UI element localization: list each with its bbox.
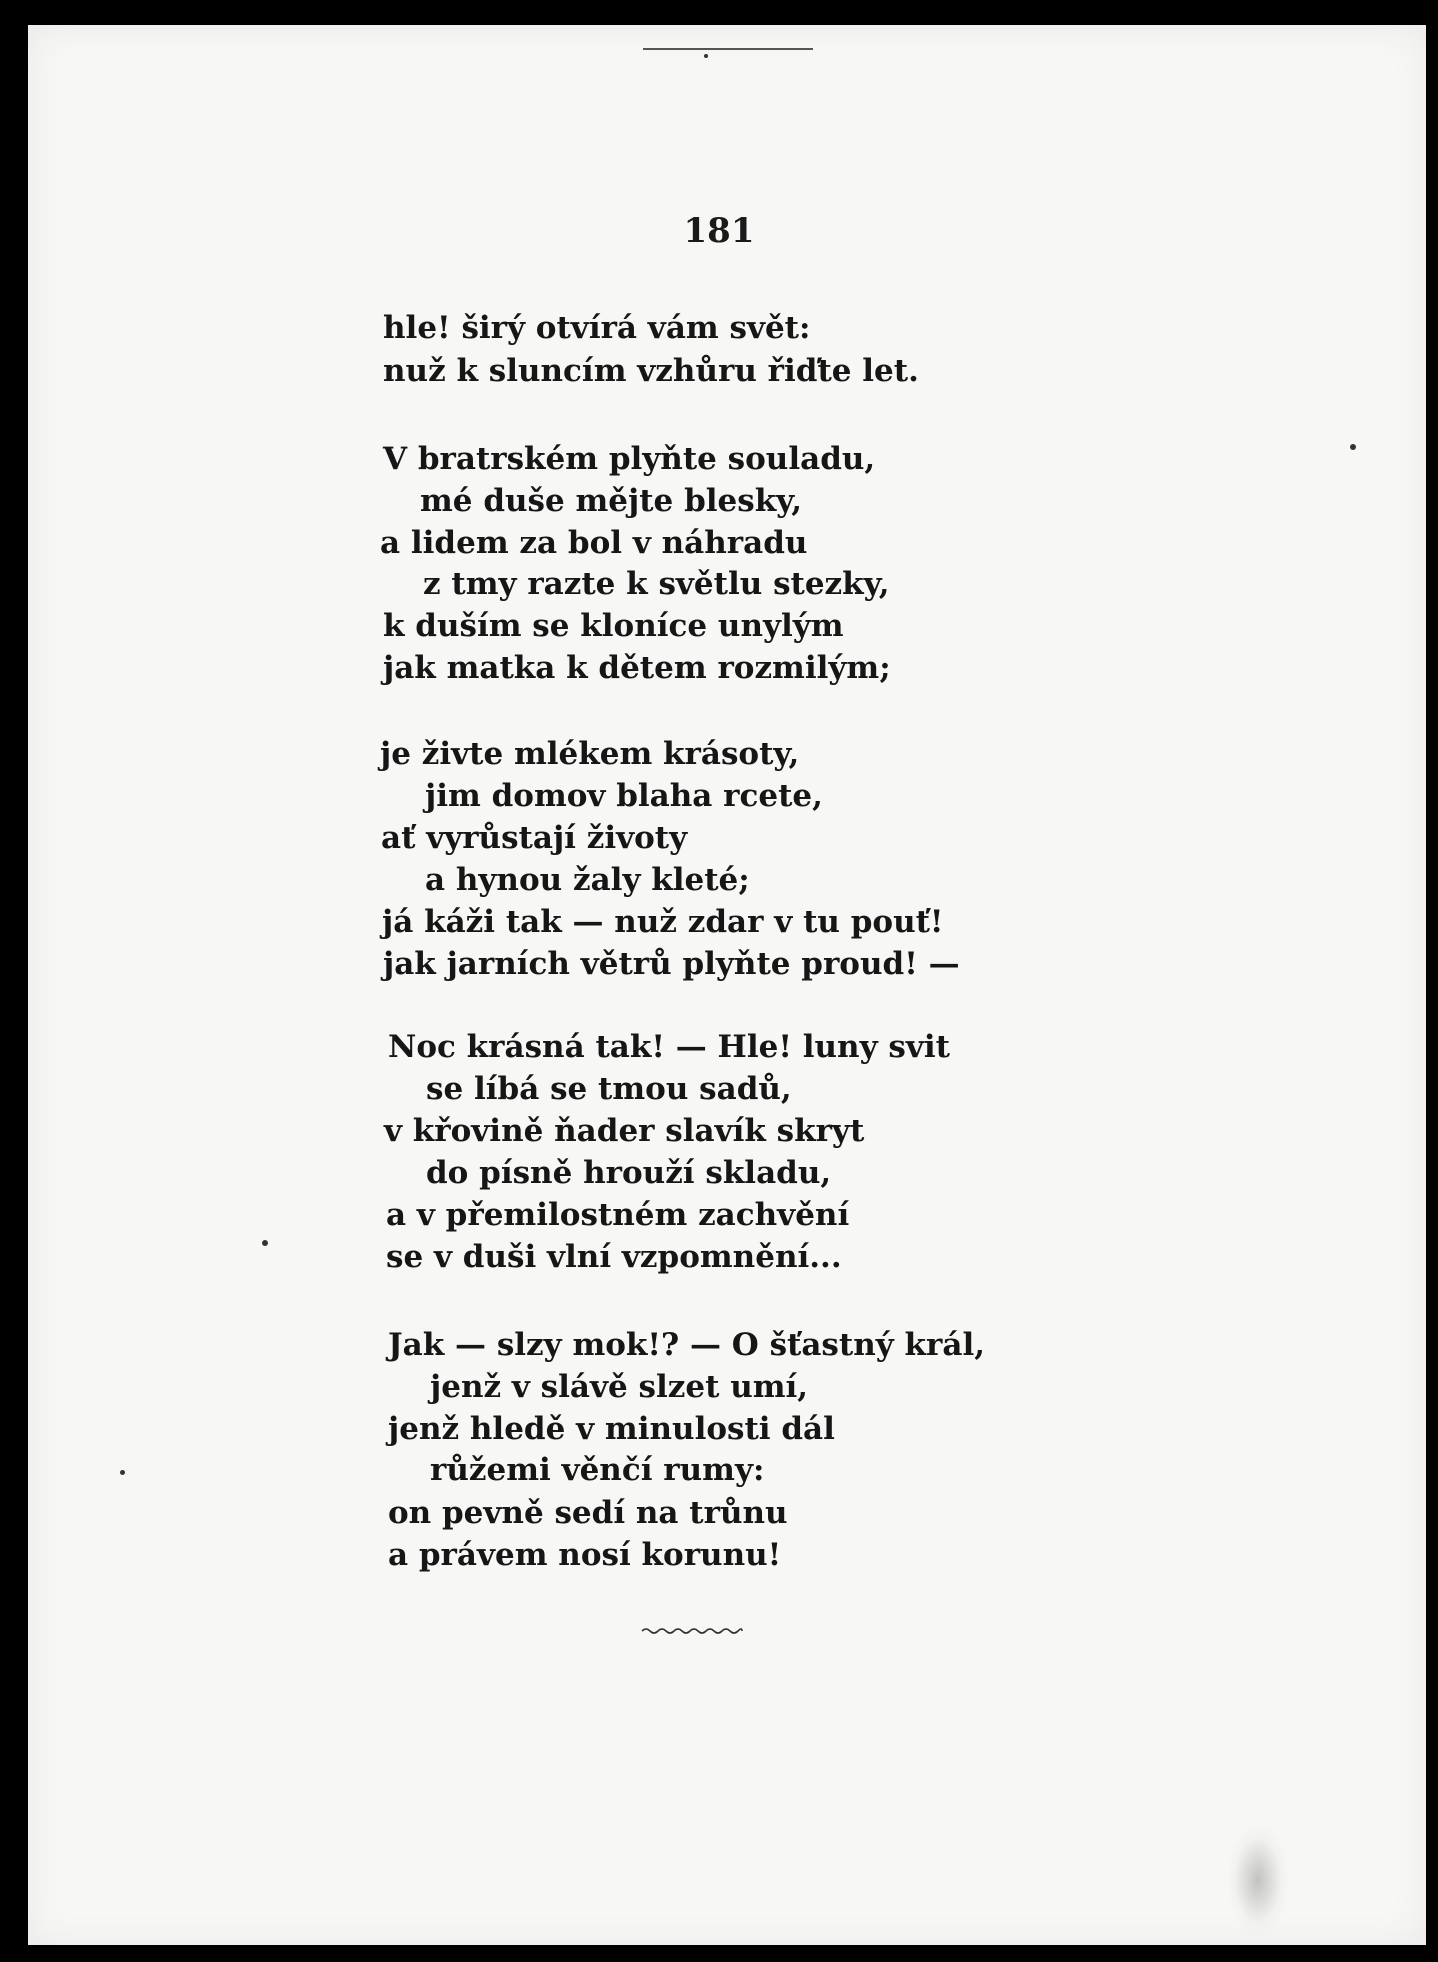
poem-line: růžemi věnčí rumy: [430,1452,765,1488]
poem-line: se líbá se tmou sadů, [426,1071,792,1107]
poem-line: a právem nosí korunu! [388,1537,782,1573]
dust-speck [120,1470,125,1475]
dust-speck [704,54,708,58]
poem-line: ať vyrůstají životy [381,820,688,856]
end-ornament [640,1626,744,1636]
poem-line: do písně hrouží skladu, [426,1155,832,1191]
dust-speck [1350,444,1356,450]
poem-line: jak matka k dětem rozmilým; [383,650,891,686]
poem-line: jenž v slávě slzet umí, [430,1369,809,1405]
poem-line: jenž hledě v minulosti dál [388,1411,835,1447]
poem-line: z tmy razte k světlu stezky, [423,566,890,602]
poem-line: v křovině ňader slavík skryt [384,1113,865,1149]
poem-line: Noc krásná tak! — Hle! luny svit [388,1029,950,1065]
poem-line: V bratrském plyňte souladu, [383,441,876,477]
poem-line: se v duši vlní vzpomnění... [386,1239,842,1275]
poem-line: mé duše mějte blesky, [420,483,803,519]
poem-line: jim domov blaha rcete, [425,778,823,814]
dust-speck [262,1240,268,1246]
poem-line: a hynou žaly kleté; [425,862,750,898]
poem-line: a lidem za bol v náhradu [380,525,808,561]
poem-line: a v přemilostném zachvění [386,1197,850,1233]
poem-line: je živte mlékem krásoty, [380,736,800,772]
poem-line: on pevně sedí na trůnu [388,1495,788,1531]
poem-line: nuž k sluncím vzhůru řiďte let. [383,353,919,389]
poem-line: jak jarních větrů plyňte proud! — [383,946,960,982]
poem-line: hle! širý otvírá vám svět: [383,310,811,346]
poem-line: já káži tak — nuž zdar v tu pouť! [382,904,944,940]
page-number: 181 [683,211,755,251]
poem-line: k duším se kloníce unylým [383,608,844,644]
poem-line: Jak — slzy mok!? — O šťastný král, [388,1327,986,1363]
